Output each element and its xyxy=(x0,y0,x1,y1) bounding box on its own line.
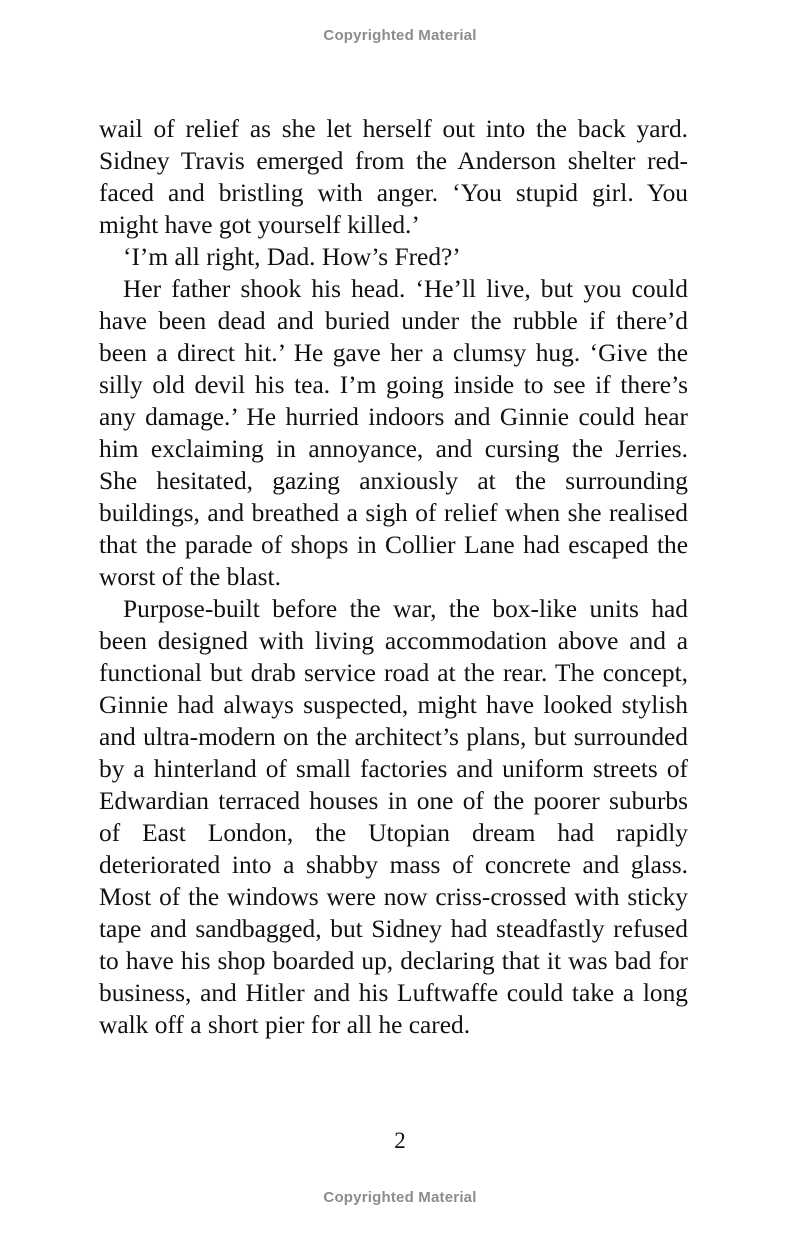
paragraph-shops: Purpose-built before the war, the box-like units had been designed with living accommodation above and a functional but drab service road at the rear. The concept, Ginnie had always suspected, might have looked stylish and ultra-modern on the architect’s plans, but surrounded by a hinterland of small factories and uniform streets of Edwardian terraced houses in one of the poorer suburbs of East London, the Utopian dream had rapidly deteriorated into a shabby mass of concrete and glass. Most of the windows were now criss-crossed with sticky tape and sandbagged, but Sidney had steadfastly refused to have his shop boarded up, declaring that it was bad for business, and Hitler and his Luftwaffe could take a long walk off a short pier for all he cared. xyxy=(99,595,688,1039)
copyright-watermark-bottom: Copyrighted Material xyxy=(323,1189,477,1206)
paragraph-dialogue: ‘I’m all right, Dad. How’s Fred?’ xyxy=(123,243,461,271)
page-number: 2 xyxy=(394,1128,406,1153)
paragraph-father: Her father shook his head. ‘He’ll live, but you could have been dead and buried under the rubble if there’d been a direct hit.’ He gave her a clumsy hug. ‘Give the silly old devil his tea. I’m going inside to see if there’s any damage.’ He hurried indoors and Ginnie could hear him exclaiming in annoyance, and cursing the Jerries. She hesitated, gazing anxiously at the surrounding buildings, and breathed a sigh of relief when she realised that the parade of shops in Collier Lane had escaped the worst of the blast. xyxy=(99,275,688,591)
body-text xyxy=(99,113,688,1041)
copyright-watermark-top: Copyrighted Material xyxy=(323,27,477,44)
paragraph-continuation: wail of relief as she let herself out into the back yard. Sidney Travis emerged from the Anderson shelter red-faced and bristling with anger. ‘You stupid girl. You might have got yourself killed.’ xyxy=(99,115,688,239)
